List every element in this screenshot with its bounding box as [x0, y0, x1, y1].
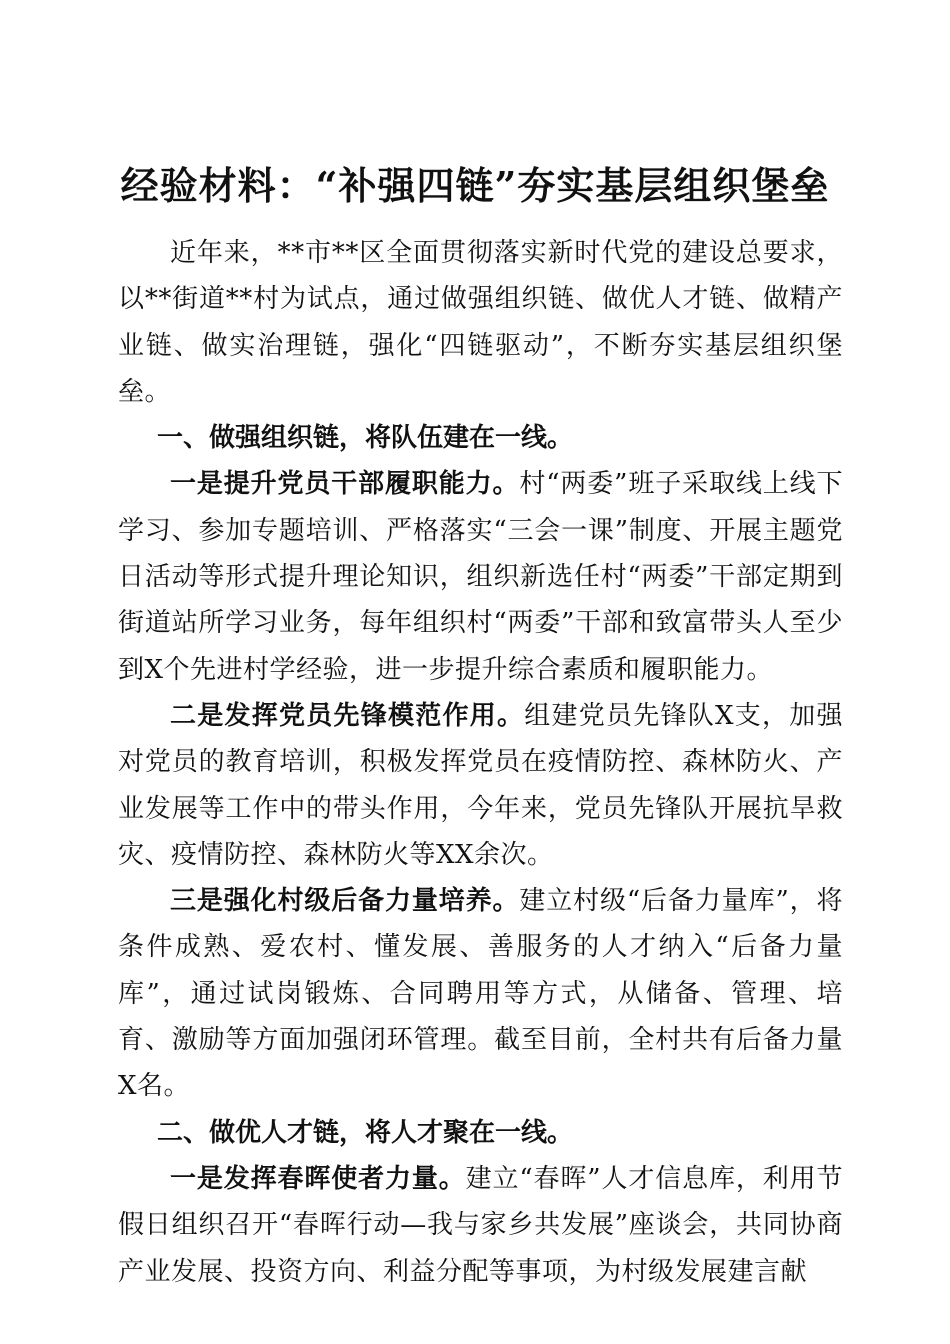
section-1-paragraph-2: [118, 693, 843, 878]
section-2-paragraph-1-text: 建立“春晖”人才信息库，利用节假日组织召开“春晖行动—我与家乡共发展”座谈会，共同协商产业发展、投资方向、利益分配等事项，为村级发展建言献: [118, 1163, 843, 1287]
intro-paragraph: 近年来，**市**区全面贯彻落实新时代党的建设总要求，以**街道**村为试点，通过做强组织链、做优人才链、做精产业链、做实治理链，强化“四链驱动”，不断夯实基层组织堡垒。: [118, 238, 843, 407]
section-2-paragraph-1: [118, 1156, 843, 1295]
section-1-paragraph-1-lead: 一是提升党员干部履职能力。: [170, 469, 520, 500]
document-title: 经验材料：“补强四链”夯实基层组织堡垒: [120, 163, 830, 209]
section-1-paragraph-3: [118, 878, 843, 1109]
section-1-heading: 一、做强组织链，将队伍建在一线。: [157, 423, 574, 454]
section-1-paragraph-1: [118, 461, 843, 692]
document-body: [118, 230, 843, 1295]
section-1-paragraph-3-lead: 三是强化村级后备力量培养。: [170, 886, 520, 917]
section-1-paragraph-1-text: 村“两委”班子采取线上线下学习、参加专题培训、严格落实“三会一课”制度、开展主题党日活动等形式提升理论知识，组织新选任村“两委”干部定期到街道站所学习业务，每年组织村“两委”干部和致富带头人至少到X个先进村学经验，进一步提升综合素质和履职能力。: [118, 469, 843, 685]
section-1-paragraph-2-lead: 二是发挥党员先锋模范作用。: [170, 700, 525, 731]
section-1-paragraph-2-text: 组建党员先锋队X支，加强对党员的教育培训，积极发挥党员在疫情防控、森林防火、产业发展等工作中的带头作用，今年来，党员先锋队开展抗旱救灾、疫情防控、森林防火等XX余次。: [118, 700, 843, 870]
section-2-heading: 二、做优人才链，将人才聚在一线。: [157, 1117, 574, 1148]
section-1-paragraph-3-text: 建立村级“后备力量库”，将条件成熟、爱农村、懂发展、善服务的人才纳入“后备力量库”，通过试岗锻炼、合同聘用等方式，从储备、管理、培育、激励等方面加强闭环管理。截至目前，全村共有后备力量X名。: [118, 886, 843, 1102]
section-2-paragraph-1-lead: 一是发挥春晖使者力量。: [170, 1163, 466, 1194]
